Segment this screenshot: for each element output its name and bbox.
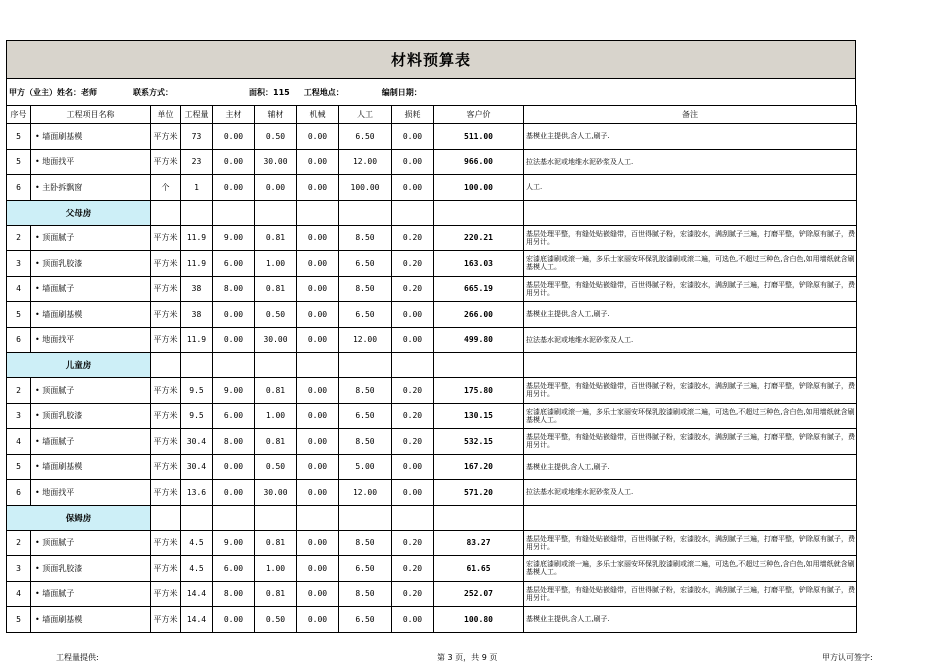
- labor-cell: 12.00: [339, 480, 392, 506]
- section-label: 保姆房: [7, 505, 151, 530]
- aux-material-cell: 0.81: [255, 378, 297, 404]
- client-price-cell: 266.00: [434, 302, 524, 328]
- empty-cell: [151, 353, 181, 378]
- empty-cell: [255, 505, 297, 530]
- main-material-cell: 0.00: [213, 327, 255, 353]
- client-price-cell: 100.80: [434, 607, 524, 633]
- unit-cell: 平方米: [151, 480, 181, 506]
- empty-cell: [181, 505, 213, 530]
- main-material-cell: 9.00: [213, 530, 255, 556]
- main-material-cell: 0.00: [213, 124, 255, 150]
- empty-cell: [213, 505, 255, 530]
- table-row: [7, 276, 857, 302]
- column-header: 机械: [297, 106, 339, 124]
- client-price-cell: 130.15: [434, 403, 524, 429]
- machinery-cell: 0.00: [297, 530, 339, 556]
- main-material-cell: 9.00: [213, 378, 255, 404]
- aux-material-cell: 1.00: [255, 556, 297, 582]
- client-price-cell: 61.65: [434, 556, 524, 582]
- item-name-cell: • 墙面腻子: [31, 429, 151, 455]
- table-row: [7, 556, 857, 582]
- remark-cell: 基层处理平整，有缝处贴嵌缝带，百世得腻子粉，宏漆胶水，满刮腻子三遍，打磨平整，铲除原有腻子，费用另计。: [524, 581, 857, 607]
- section-label: 儿童房: [7, 353, 151, 378]
- labor-cell: 8.50: [339, 581, 392, 607]
- machinery-cell: 0.00: [297, 302, 339, 328]
- machinery-cell: 0.00: [297, 378, 339, 404]
- quantity-cell: 23: [181, 149, 213, 175]
- item-name-cell: • 墙面腻子: [31, 276, 151, 302]
- header-row: [7, 106, 857, 124]
- remark-cell: 人工.: [524, 175, 857, 201]
- column-header: 工程量: [181, 106, 213, 124]
- unit-cell: 平方米: [151, 607, 181, 633]
- aux-material-cell: 1.00: [255, 251, 297, 277]
- section-label: 父母房: [7, 200, 151, 225]
- row-number-cell: 5: [7, 124, 31, 150]
- table-row: [7, 225, 857, 251]
- labor-cell: 6.50: [339, 124, 392, 150]
- empty-cell: [392, 353, 434, 378]
- unit-cell: 平方米: [151, 124, 181, 150]
- empty-cell: [434, 353, 524, 378]
- unit-cell: 平方米: [151, 556, 181, 582]
- client-price-cell: 220.21: [434, 225, 524, 251]
- row-number-cell: 3: [7, 556, 31, 582]
- labor-cell: 8.50: [339, 276, 392, 302]
- client-price-cell: 252.07: [434, 581, 524, 607]
- empty-cell: [181, 200, 213, 225]
- contact-label: 联系方式：: [133, 87, 173, 97]
- quantity-cell: 73: [181, 124, 213, 150]
- sheet-title: 材料预算表: [6, 40, 856, 79]
- aux-material-cell: 0.50: [255, 454, 297, 480]
- labor-cell: 6.50: [339, 607, 392, 633]
- empty-cell: [151, 505, 181, 530]
- empty-cell: [524, 505, 857, 530]
- loss-cell: 0.00: [392, 124, 434, 150]
- aux-material-cell: 1.00: [255, 403, 297, 429]
- quantity-cell: 13.6: [181, 480, 213, 506]
- row-number-cell: 5: [7, 302, 31, 328]
- empty-cell: [297, 200, 339, 225]
- remark-cell: 基层处理平整，有缝处贴嵌缝带，百世得腻子粉，宏漆胶水，满刮腻子三遍，打磨平整，铲除原有腻子，费用另计。: [524, 225, 857, 251]
- item-name-cell: • 顶面乳胶漆: [31, 403, 151, 429]
- remark-cell: 拉法基水泥或地维水泥砂浆及人工.: [524, 480, 857, 506]
- footer-quantity-provider: 工程量提供:: [56, 653, 99, 662]
- column-header: 工程项目名称: [31, 106, 151, 124]
- remark-cell: 拉法基水泥或地维水泥砂浆及人工.: [524, 149, 857, 175]
- remark-cell: 基模业主提供,含人工,刷子.: [524, 124, 857, 150]
- main-material-cell: 0.00: [213, 480, 255, 506]
- main-material-cell: 9.00: [213, 225, 255, 251]
- quantity-cell: 1: [181, 175, 213, 201]
- row-number-cell: 5: [7, 607, 31, 633]
- empty-cell: [213, 353, 255, 378]
- empty-cell: [297, 505, 339, 530]
- aux-material-cell: 0.50: [255, 607, 297, 633]
- empty-cell: [255, 353, 297, 378]
- empty-cell: [181, 353, 213, 378]
- empty-cell: [213, 200, 255, 225]
- quantity-cell: 11.9: [181, 251, 213, 277]
- client-name: 甲方（业主）姓名：老师: [9, 87, 97, 97]
- remark-cell: 基层处理平整，有缝处贴嵌缝带，百世得腻子粉，宏漆胶水，满刮腻子三遍，打磨平整，铲除原有腻子，费用另计。: [524, 429, 857, 455]
- aux-material-cell: 30.00: [255, 149, 297, 175]
- item-name-cell: • 墙面刷基模: [31, 454, 151, 480]
- table-row: [7, 327, 857, 353]
- labor-cell: 8.50: [339, 225, 392, 251]
- aux-material-cell: 0.81: [255, 581, 297, 607]
- client-price-cell: 966.00: [434, 149, 524, 175]
- remark-cell: 宏漆底漆刷或滚一遍，多乐士家丽安环保乳胶漆刷或滚二遍，可选色,不超过三种色,含白色,如用墙纸就含刷基模人工。: [524, 251, 857, 277]
- client-price-cell: 100.00: [434, 175, 524, 201]
- column-header: 损耗: [392, 106, 434, 124]
- unit-cell: 个: [151, 175, 181, 201]
- column-header: 备注: [524, 106, 857, 124]
- item-name-cell: • 顶面腻子: [31, 530, 151, 556]
- machinery-cell: 0.00: [297, 607, 339, 633]
- section-row: [7, 353, 857, 378]
- unit-cell: 平方米: [151, 251, 181, 277]
- row-number-cell: 3: [7, 403, 31, 429]
- quantity-cell: 14.4: [181, 607, 213, 633]
- machinery-cell: 0.00: [297, 276, 339, 302]
- labor-cell: 12.00: [339, 149, 392, 175]
- machinery-cell: 0.00: [297, 581, 339, 607]
- table-row: [7, 251, 857, 277]
- item-name-cell: • 墙面刷基模: [31, 607, 151, 633]
- machinery-cell: 0.00: [297, 480, 339, 506]
- client-price-cell: 167.20: [434, 454, 524, 480]
- item-name-cell: • 顶面腻子: [31, 378, 151, 404]
- quantity-cell: 11.9: [181, 327, 213, 353]
- table-body: [7, 124, 857, 633]
- loss-cell: 0.00: [392, 607, 434, 633]
- table-row: [7, 302, 857, 328]
- item-name-cell: • 顶面乳胶漆: [31, 251, 151, 277]
- loss-cell: 0.20: [392, 276, 434, 302]
- loss-cell: 0.00: [392, 302, 434, 328]
- table-row: [7, 454, 857, 480]
- remark-cell: 宏漆底漆刷或滚一遍，多乐士家丽安环保乳胶漆刷或滚二遍，可选色,不超过三种色,含白色,如用墙纸就含刷基模人工。: [524, 403, 857, 429]
- main-material-cell: 6.00: [213, 251, 255, 277]
- empty-cell: [434, 505, 524, 530]
- table-row: [7, 429, 857, 455]
- main-material-cell: 6.00: [213, 556, 255, 582]
- column-header: 序号: [7, 106, 31, 124]
- row-number-cell: 6: [7, 175, 31, 201]
- date-label: 编制日期：: [381, 87, 422, 97]
- machinery-cell: 0.00: [297, 149, 339, 175]
- area-value: 面积：115: [249, 87, 290, 97]
- loss-cell: 0.20: [392, 530, 434, 556]
- client-price-cell: 163.03: [434, 251, 524, 277]
- main-material-cell: 8.00: [213, 276, 255, 302]
- labor-cell: 100.00: [339, 175, 392, 201]
- quantity-cell: 30.4: [181, 429, 213, 455]
- unit-cell: 平方米: [151, 530, 181, 556]
- labor-cell: 6.50: [339, 403, 392, 429]
- remark-cell: 基层处理平整，有缝处贴嵌缝带，百世得腻子粉，宏漆胶水，满刮腻子三遍，打磨平整，铲除原有腻子，费用另计。: [524, 276, 857, 302]
- info-row: [6, 79, 856, 105]
- row-number-cell: 6: [7, 327, 31, 353]
- footer-page-number: 第 3 页，共 9 页: [437, 653, 498, 662]
- footer-signature: 甲方认可签字:: [822, 653, 873, 662]
- row-number-cell: 4: [7, 429, 31, 455]
- loss-cell: 0.00: [392, 327, 434, 353]
- table-row: [7, 175, 857, 201]
- client-price-cell: 511.00: [434, 124, 524, 150]
- machinery-cell: 0.00: [297, 556, 339, 582]
- aux-material-cell: 0.00: [255, 175, 297, 201]
- remark-cell: 基模业主提供,含人工,刷子.: [524, 607, 857, 633]
- labor-cell: 6.50: [339, 302, 392, 328]
- machinery-cell: 0.00: [297, 403, 339, 429]
- quantity-cell: 9.5: [181, 403, 213, 429]
- table-row: [7, 480, 857, 506]
- unit-cell: 平方米: [151, 581, 181, 607]
- loss-cell: 0.20: [392, 429, 434, 455]
- unit-cell: 平方米: [151, 149, 181, 175]
- table-row: [7, 124, 857, 150]
- aux-material-cell: 0.81: [255, 429, 297, 455]
- item-name-cell: • 墙面腻子: [31, 581, 151, 607]
- client-price-cell: 532.15: [434, 429, 524, 455]
- remark-cell: 拉法基水泥或地维水泥砂浆及人工.: [524, 327, 857, 353]
- main-material-cell: 6.00: [213, 403, 255, 429]
- loss-cell: 0.00: [392, 480, 434, 506]
- unit-cell: 平方米: [151, 429, 181, 455]
- labor-cell: 8.50: [339, 530, 392, 556]
- labor-cell: 5.00: [339, 454, 392, 480]
- aux-material-cell: 0.81: [255, 530, 297, 556]
- client-price-cell: 175.80: [434, 378, 524, 404]
- row-number-cell: 3: [7, 251, 31, 277]
- budget-sheet: [6, 40, 856, 633]
- client-price-cell: 83.27: [434, 530, 524, 556]
- empty-cell: [392, 200, 434, 225]
- remark-cell: 基模业主提供,含人工,刷子.: [524, 302, 857, 328]
- loss-cell: 0.20: [392, 225, 434, 251]
- table-row: [7, 607, 857, 633]
- remark-cell: 基层处理平整，有缝处贴嵌缝带，百世得腻子粉，宏漆胶水，满刮腻子三遍，打磨平整，铲除原有腻子，费用另计。: [524, 530, 857, 556]
- row-number-cell: 2: [7, 530, 31, 556]
- aux-material-cell: 30.00: [255, 327, 297, 353]
- empty-cell: [339, 200, 392, 225]
- machinery-cell: 0.00: [297, 327, 339, 353]
- loss-cell: 0.00: [392, 149, 434, 175]
- quantity-cell: 14.4: [181, 581, 213, 607]
- quantity-cell: 11.9: [181, 225, 213, 251]
- empty-cell: [151, 200, 181, 225]
- table-row: [7, 403, 857, 429]
- item-name-cell: • 顶面乳胶漆: [31, 556, 151, 582]
- quantity-cell: 9.5: [181, 378, 213, 404]
- loss-cell: 0.00: [392, 454, 434, 480]
- main-material-cell: 0.00: [213, 454, 255, 480]
- machinery-cell: 0.00: [297, 251, 339, 277]
- item-name-cell: • 墙面刷基模: [31, 124, 151, 150]
- unit-cell: 平方米: [151, 225, 181, 251]
- remark-cell: 基层处理平整，有缝处贴嵌缝带，百世得腻子粉，宏漆胶水，满刮腻子三遍，打磨平整，铲除原有腻子，费用另计。: [524, 378, 857, 404]
- machinery-cell: 0.00: [297, 124, 339, 150]
- labor-cell: 8.50: [339, 378, 392, 404]
- location-label: 工程地点：: [303, 87, 344, 97]
- quantity-cell: 38: [181, 302, 213, 328]
- empty-cell: [524, 353, 857, 378]
- item-name-cell: • 墙面刷基模: [31, 302, 151, 328]
- loss-cell: 0.20: [392, 556, 434, 582]
- labor-cell: 12.00: [339, 327, 392, 353]
- main-material-cell: 8.00: [213, 429, 255, 455]
- row-number-cell: 2: [7, 378, 31, 404]
- unit-cell: 平方米: [151, 403, 181, 429]
- client-price-cell: 571.20: [434, 480, 524, 506]
- column-header: 辅材: [255, 106, 297, 124]
- loss-cell: 0.20: [392, 251, 434, 277]
- empty-cell: [297, 353, 339, 378]
- column-header: 主材: [213, 106, 255, 124]
- quantity-cell: 38: [181, 276, 213, 302]
- empty-cell: [434, 200, 524, 225]
- item-name-cell: • 地面找平: [31, 480, 151, 506]
- empty-cell: [524, 200, 857, 225]
- column-header: 客户价: [434, 106, 524, 124]
- table-row: [7, 581, 857, 607]
- row-number-cell: 5: [7, 149, 31, 175]
- quantity-cell: 4.5: [181, 530, 213, 556]
- labor-cell: 8.50: [339, 429, 392, 455]
- page-footer: [0, 652, 950, 672]
- unit-cell: 平方米: [151, 454, 181, 480]
- labor-cell: 6.50: [339, 556, 392, 582]
- loss-cell: 0.20: [392, 581, 434, 607]
- row-number-cell: 6: [7, 480, 31, 506]
- remark-cell: 宏漆底漆刷或滚一遍，多乐士家丽安环保乳胶漆刷或滚二遍，可选色,不超过三种色,含白色,如用墙纸就含刷基模人工。: [524, 556, 857, 582]
- unit-cell: 平方米: [151, 302, 181, 328]
- main-material-cell: 0.00: [213, 149, 255, 175]
- main-material-cell: 0.00: [213, 175, 255, 201]
- item-name-cell: • 主卧拆飘窗: [31, 175, 151, 201]
- unit-cell: 平方米: [151, 327, 181, 353]
- section-row: [7, 505, 857, 530]
- machinery-cell: 0.00: [297, 429, 339, 455]
- empty-cell: [255, 200, 297, 225]
- table-row: [7, 530, 857, 556]
- machinery-cell: 0.00: [297, 175, 339, 201]
- empty-cell: [339, 505, 392, 530]
- item-name-cell: • 地面找平: [31, 149, 151, 175]
- client-price-cell: 665.19: [434, 276, 524, 302]
- main-material-cell: 0.00: [213, 607, 255, 633]
- quantity-cell: 4.5: [181, 556, 213, 582]
- unit-cell: 平方米: [151, 378, 181, 404]
- aux-material-cell: 30.00: [255, 480, 297, 506]
- section-row: [7, 200, 857, 225]
- loss-cell: 0.20: [392, 403, 434, 429]
- table-row: [7, 149, 857, 175]
- main-material-cell: 8.00: [213, 581, 255, 607]
- quantity-cell: 30.4: [181, 454, 213, 480]
- machinery-cell: 0.00: [297, 225, 339, 251]
- loss-cell: 0.20: [392, 378, 434, 404]
- aux-material-cell: 0.81: [255, 225, 297, 251]
- aux-material-cell: 0.50: [255, 124, 297, 150]
- column-header: 单位: [151, 106, 181, 124]
- row-number-cell: 5: [7, 454, 31, 480]
- unit-cell: 平方米: [151, 276, 181, 302]
- item-name-cell: • 地面找平: [31, 327, 151, 353]
- main-material-cell: 0.00: [213, 302, 255, 328]
- aux-material-cell: 0.81: [255, 276, 297, 302]
- remark-cell: 基模业主提供,含人工,刷子.: [524, 454, 857, 480]
- client-price-cell: 499.80: [434, 327, 524, 353]
- aux-material-cell: 0.50: [255, 302, 297, 328]
- row-number-cell: 2: [7, 225, 31, 251]
- loss-cell: 0.00: [392, 175, 434, 201]
- row-number-cell: 4: [7, 276, 31, 302]
- empty-cell: [392, 505, 434, 530]
- item-name-cell: • 顶面腻子: [31, 225, 151, 251]
- column-header: 人工: [339, 106, 392, 124]
- table-row: [7, 378, 857, 404]
- machinery-cell: 0.00: [297, 454, 339, 480]
- budget-table: [6, 105, 857, 633]
- labor-cell: 6.50: [339, 251, 392, 277]
- empty-cell: [339, 353, 392, 378]
- row-number-cell: 4: [7, 581, 31, 607]
